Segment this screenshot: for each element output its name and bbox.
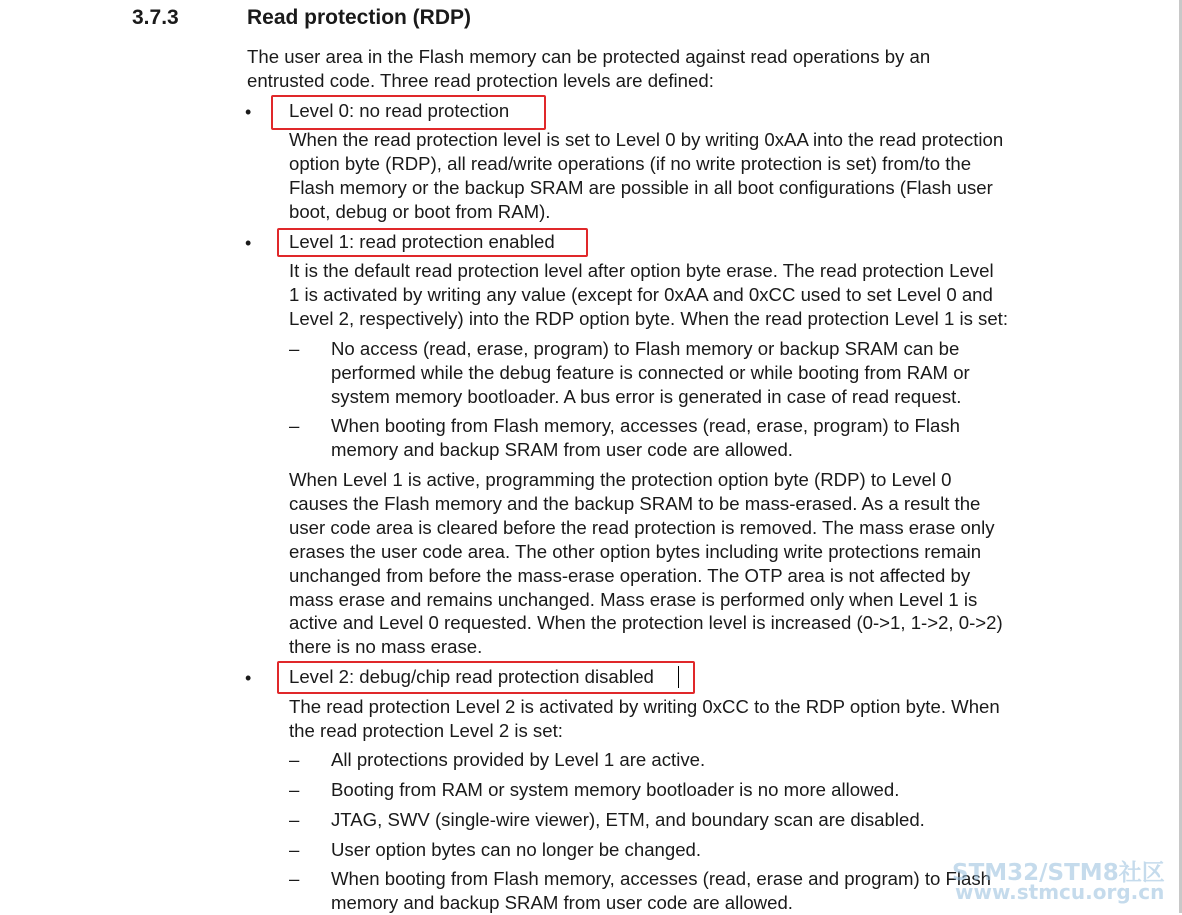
text-line: active and Level 0 requested. When the protection level is increased (0->1, 1->2, 0->2) xyxy=(289,612,1003,634)
text-line: option byte (RDP), all read/write operations (if no write protection is set) from/to the xyxy=(289,152,972,174)
dash-marker: – xyxy=(289,415,300,436)
text-line: system memory bootloader. A bus error is generated in case of read request. xyxy=(331,385,962,407)
text-line: User option bytes can no longer be changed. xyxy=(331,839,702,860)
dash-marker: – xyxy=(289,749,300,770)
level-1-mass-erase-paragraph xyxy=(289,468,1003,659)
level-1-sub-item xyxy=(331,414,960,462)
text-line: entrusted code. Three read protection levels are defined: xyxy=(247,69,714,91)
text-line: Booting from RAM or system memory bootloader is no more allowed. xyxy=(331,779,900,800)
text-line: unchanged from before the mass-erase operation. The OTP area is not affected by xyxy=(289,564,971,586)
intro-paragraph xyxy=(247,45,930,93)
text-line: 1 is activated by writing any value (except for 0xAA and 0xCC used to set Level 0 and xyxy=(289,283,993,305)
text-line: The read protection Level 2 is activated by writing 0xCC to the RDP option byte. When xyxy=(289,696,1000,717)
text-line: JTAG, SWV (single-wire viewer), ETM, and boundary scan are disabled. xyxy=(331,809,925,830)
watermark-url: www.stmcu.org.cn xyxy=(955,880,1165,904)
text-line: mass erase and remains unchanged. Mass erase is performed only when Level 1 is xyxy=(289,588,978,610)
text-line: When the read protection level is set to Level 0 by writing 0xAA into the read protection xyxy=(289,129,1004,150)
text-line: performed while the debug feature is connected or while booting from RAM or xyxy=(331,361,970,383)
text-cursor xyxy=(678,666,679,688)
text-line: The user area in the Flash memory can be protected against read operations by an xyxy=(247,46,931,67)
text-line: Level 2, respectively) into the RDP option byte. When the read protection Level 1 is set: xyxy=(289,307,1009,329)
text-line: When booting from Flash memory, accesses (read, erase and program) to Flash xyxy=(331,868,992,889)
level-0-description xyxy=(289,128,1003,224)
text-line: It is the default read protection level after option byte erase. The read protection Level xyxy=(289,260,994,281)
dash-marker: – xyxy=(289,868,300,889)
text-line: causes the Flash memory and the backup SRAM to be mass-erased. As a result the xyxy=(289,492,981,514)
level-2-heading: Level 2: debug/chip read protection disabled xyxy=(289,666,654,687)
text-line: user code area is cleared before the read protection is removed. The mass erase only xyxy=(289,516,995,538)
text-line: boot, debug or boot from RAM). xyxy=(289,200,551,222)
text-line: the read protection Level 2 is set: xyxy=(289,719,563,741)
bullet-marker: • xyxy=(245,102,252,122)
text-line: When booting from Flash memory, accesses (read, erase, program) to Flash xyxy=(331,415,960,436)
bullet-marker: • xyxy=(245,668,252,688)
dash-marker: – xyxy=(289,839,300,860)
dash-marker: – xyxy=(289,338,300,359)
bullet-marker: • xyxy=(245,233,252,253)
level-1-description xyxy=(289,259,1008,331)
dash-marker: – xyxy=(289,809,300,830)
level-2-sub-item xyxy=(331,778,899,802)
text-line: When Level 1 is active, programming the protection option byte (RDP) to Level 0 xyxy=(289,469,952,490)
text-line: there is no mass erase. xyxy=(289,636,483,658)
dash-marker: – xyxy=(289,779,300,800)
level-2-sub-item xyxy=(331,808,925,832)
level-2-description xyxy=(289,695,1000,743)
level-0-heading: Level 0: no read protection xyxy=(289,100,510,121)
level-2-sub-item xyxy=(331,748,705,772)
level-2-sub-item xyxy=(331,867,991,915)
text-line: memory and backup SRAM from user code are allowed. xyxy=(331,891,793,913)
watermark-title: STM32/STM8社区 xyxy=(952,860,1165,886)
section-title: Read protection (RDP) xyxy=(247,6,472,29)
level-1-sub-item xyxy=(331,337,970,409)
text-line: All protections provided by Level 1 are active. xyxy=(331,749,706,770)
level-2-sub-item xyxy=(331,838,701,862)
text-line: Flash memory or the backup SRAM are possible in all boot configurations (Flash user xyxy=(289,176,993,198)
section-number: 3.7.3 xyxy=(132,6,179,29)
level-1-heading: Level 1: read protection enabled xyxy=(289,231,555,252)
text-line: memory and backup SRAM from user code are allowed. xyxy=(331,438,793,460)
text-line: erases the user code area. The other option bytes including write protections remain xyxy=(289,540,982,562)
text-line: No access (read, erase, program) to Flash memory or backup SRAM can be xyxy=(331,338,960,359)
